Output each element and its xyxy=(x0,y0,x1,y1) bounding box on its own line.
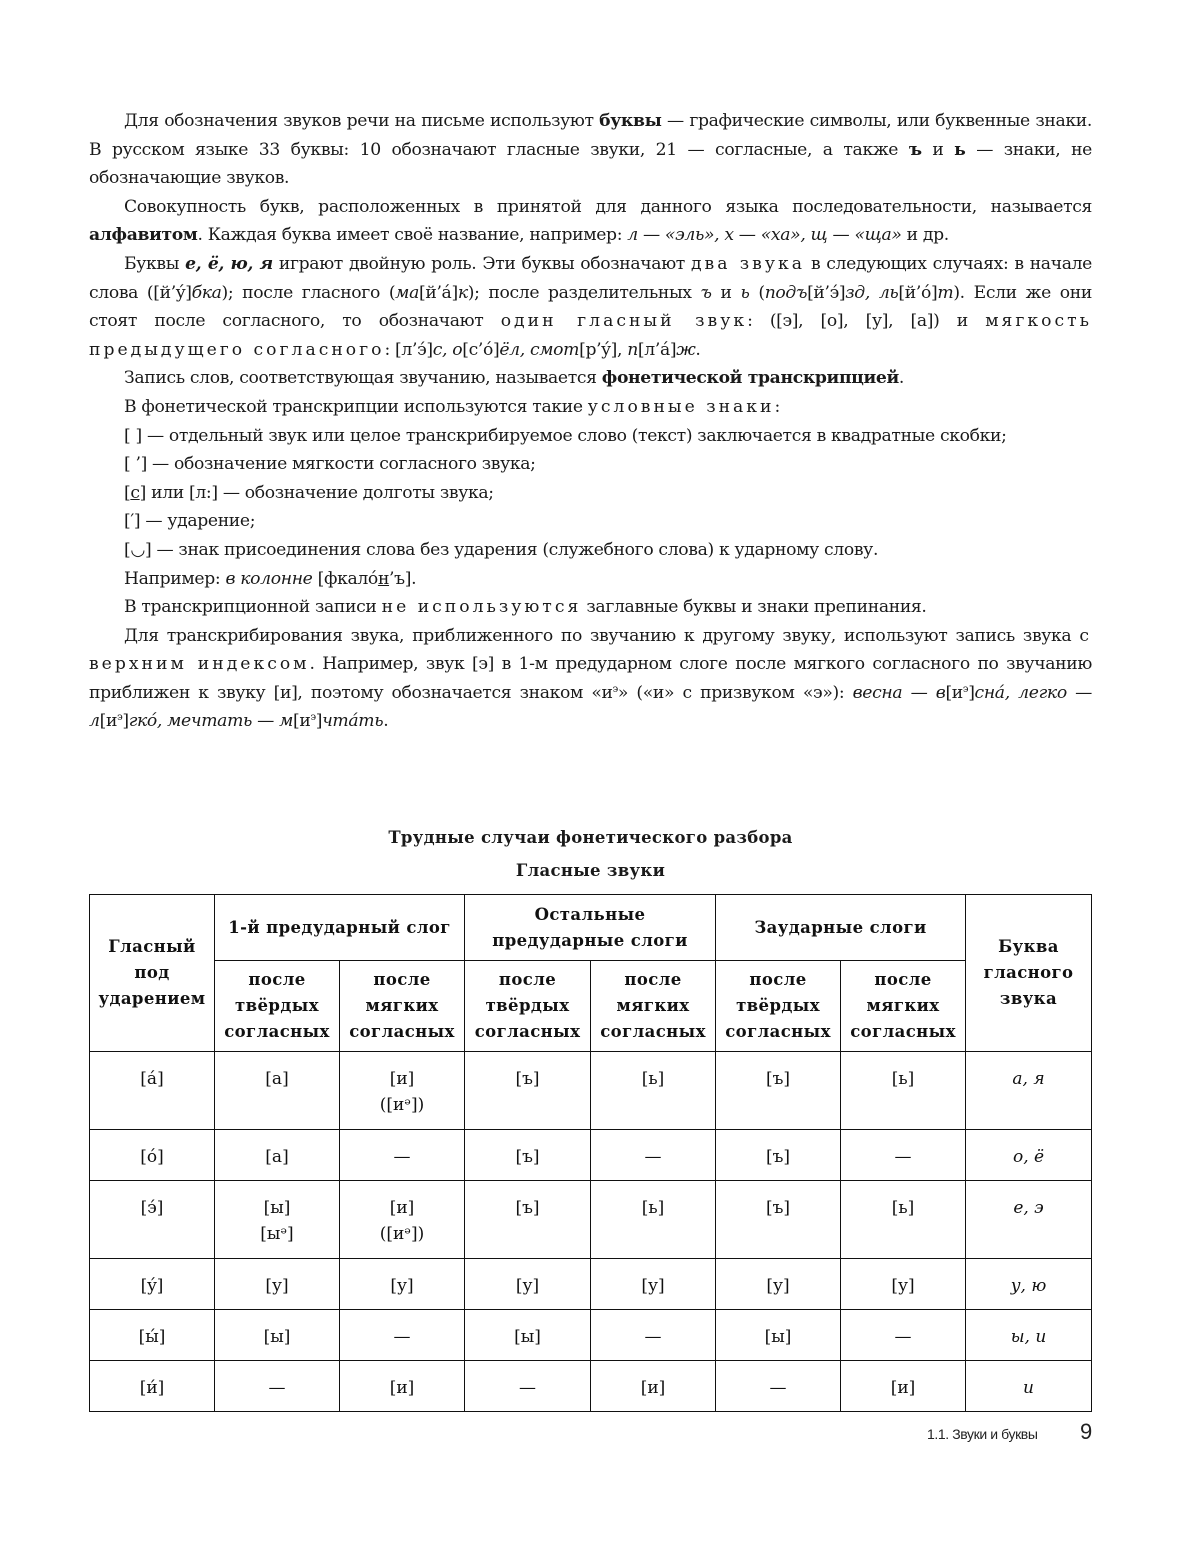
cell: [а] xyxy=(215,1130,340,1181)
cell: [ы] xyxy=(465,1310,591,1361)
cell-letters: ы, и xyxy=(966,1310,1092,1361)
cell: [ь] xyxy=(591,1052,716,1130)
header-stressed-vowel: Гласный под ударением xyxy=(90,895,215,1052)
cell-stressed: [э́] xyxy=(90,1181,215,1259)
paragraph-no-capitals: В транскрипционной записи не используются заглавные буквы и знаки препинания. xyxy=(124,597,927,618)
header-other-pretonic: Остальные предударные слоги xyxy=(465,895,716,961)
paragraph-transcription: Запись слов, соответствующая звучанию, называется фонетической транскрипцией. xyxy=(124,368,905,389)
cell: [ъ] xyxy=(716,1052,841,1130)
cell: — xyxy=(716,1361,841,1412)
subheader-after-soft: после мягких согласных xyxy=(591,961,716,1052)
cell: [ь] xyxy=(591,1181,716,1259)
cell: [а] xyxy=(215,1052,340,1130)
cell: [у] xyxy=(591,1259,716,1310)
cell: [ы] xyxy=(716,1310,841,1361)
sign-softness: [ ’] — обозначение мягкости согласного звука; xyxy=(124,454,536,475)
sign-length: [с] или [л:] — обозначение долготы звука; xyxy=(124,482,494,503)
cell: — xyxy=(465,1361,591,1412)
cell: [ъ] xyxy=(465,1052,591,1130)
cell: [у] xyxy=(716,1259,841,1310)
subheader-after-soft: после мягких согласных xyxy=(340,961,465,1052)
cell: [у] xyxy=(465,1259,591,1310)
cell-letters: е, э xyxy=(966,1181,1092,1259)
subheader-after-hard: после твёрдых согласных xyxy=(465,961,591,1052)
sign-liaison: [◡] — знак присоединения слова без ударения (служебного слова) к ударному слову. xyxy=(124,539,879,560)
cell: [у] xyxy=(340,1259,465,1310)
header-post-tonic: Заударные слоги xyxy=(716,895,966,961)
cell-letters: и xyxy=(966,1361,1092,1412)
paragraph-superscript: Для транскрибирования звука, приближенного по звучанию к другому звуку, используют запись звука с верхним индексом. Например, звук [э] в 1-м предударном слоге после мягкого согласного по звучанию приближен к звуку [и], поэтому обозначается знаком «$и^э$» («и» с призвуком «э»): весна — $в[и^э]сна́$, легко — $л[и^э]гкó$, мечтать — $м[и^э]чта́ть$. xyxy=(89,625,1093,732)
vowels-table xyxy=(89,894,1092,1412)
cell: [и] xyxy=(340,1361,465,1412)
subheader-after-hard: после твёрдых согласных xyxy=(215,961,340,1052)
cell: — xyxy=(215,1361,340,1412)
table-row xyxy=(90,1130,1092,1181)
cell: [ъ] xyxy=(716,1181,841,1259)
page-number: 9 xyxy=(1080,1419,1093,1444)
table-title: Трудные случаи фонетического разбора xyxy=(388,828,793,847)
cell-letters: у, ю xyxy=(966,1259,1092,1310)
cell-letters: о, ё xyxy=(966,1130,1092,1181)
subheader-after-soft: после мягких согласных xyxy=(841,961,966,1052)
cell: — xyxy=(340,1310,465,1361)
paragraph-letters: Для обозначения звуков речи на письме используют буквы — графические символы, или буквенные знаки. В русском языке 33 буквы: 10 обозначают гласные звуки, 21 — согласные, а также ъ и ь — знаки, не обозначающие звуков. xyxy=(89,111,1092,189)
subheader-after-hard: после твёрдых согласных xyxy=(716,961,841,1052)
paragraph-double-role: Буквы е, ё, ю, я играют двойную роль. Эти буквы обозначают два звука в следующих случаях: в начале слова ([й’ý]бка); после гласного (ма[й’á]к); после разделительных ъ и ь (подъ[й’э́]зд, ль[й’ó]т). Если же они стоят после согласного, то обозначают один гласный звук: ([э], [о], [у], [а]) и мягкость предыдущего согласного: [л’э́]с, о[с’ó]ёл, смот[р’ý], п[л’á]ж. xyxy=(89,253,1092,360)
cell: [у] xyxy=(841,1259,966,1310)
sign-stress: [′] — ударение; xyxy=(124,511,256,532)
cell: [ъ] xyxy=(465,1181,591,1259)
cell: — xyxy=(591,1130,716,1181)
paragraph-alphabet: Совокупность букв, расположенных в принятой для данного языка последовательности, называется алфавитом. Каждая буква имеет своё название, например: л — «эль», х — «ха», щ — «ща» и др. xyxy=(89,196,1092,246)
body-text xyxy=(89,107,1092,736)
table-subheader-row xyxy=(90,961,1092,1052)
paragraph-example: Например: в колонне [фкалóн’ъ]. xyxy=(124,568,417,589)
cell: — xyxy=(841,1310,966,1361)
cell: — xyxy=(591,1310,716,1361)
term-alphabet: алфавитом xyxy=(89,225,198,246)
table-header-row xyxy=(90,895,1092,961)
cell-stressed: [и́] xyxy=(90,1361,215,1412)
cell: [и] ([иᵊ]) xyxy=(340,1181,465,1259)
cell: — xyxy=(340,1130,465,1181)
cell: [и] xyxy=(591,1361,716,1412)
cell: [и] xyxy=(841,1361,966,1412)
cell-stressed: [ó] xyxy=(90,1130,215,1181)
cell: [у] xyxy=(215,1259,340,1310)
header-vowel-letter: Буква гласного звука xyxy=(966,895,1092,1052)
cell-stressed: [ý] xyxy=(90,1259,215,1310)
paragraph-signs-intro: В фонетической транскрипции используются такие условные знаки: xyxy=(124,396,780,417)
table-row xyxy=(90,1052,1092,1130)
running-footer-section: 1.1. Звуки и буквы xyxy=(927,1426,1038,1442)
cell: — xyxy=(841,1130,966,1181)
cell-stressed: [ы́] xyxy=(90,1310,215,1361)
sign-brackets: [ ] — отдельный звук или целое транскрибируемое слово (текст) заключается в квадратные скобки; xyxy=(124,425,1007,446)
cell-stressed: [á] xyxy=(90,1052,215,1130)
table-row xyxy=(90,1181,1092,1259)
cell: [и] ([иᵊ]) xyxy=(340,1052,465,1130)
table-subtitle: Гласные звуки xyxy=(515,861,666,880)
cell: [ъ] xyxy=(465,1130,591,1181)
header-first-pretonic: 1-й предударный слог xyxy=(215,895,465,961)
table-row xyxy=(90,1310,1092,1361)
cell: [ь] xyxy=(841,1181,966,1259)
table-row xyxy=(90,1259,1092,1310)
term-letters: буквы xyxy=(599,111,662,131)
cell: [ъ] xyxy=(716,1130,841,1181)
cell: [ы] xyxy=(215,1310,340,1361)
table-row xyxy=(90,1361,1092,1412)
term-transcription: фонетической транскрипцией xyxy=(601,368,899,389)
cell: [ь] xyxy=(841,1052,966,1130)
cell: [ы] [ыᵊ] xyxy=(215,1181,340,1259)
cell-letters: а, я xyxy=(966,1052,1092,1130)
